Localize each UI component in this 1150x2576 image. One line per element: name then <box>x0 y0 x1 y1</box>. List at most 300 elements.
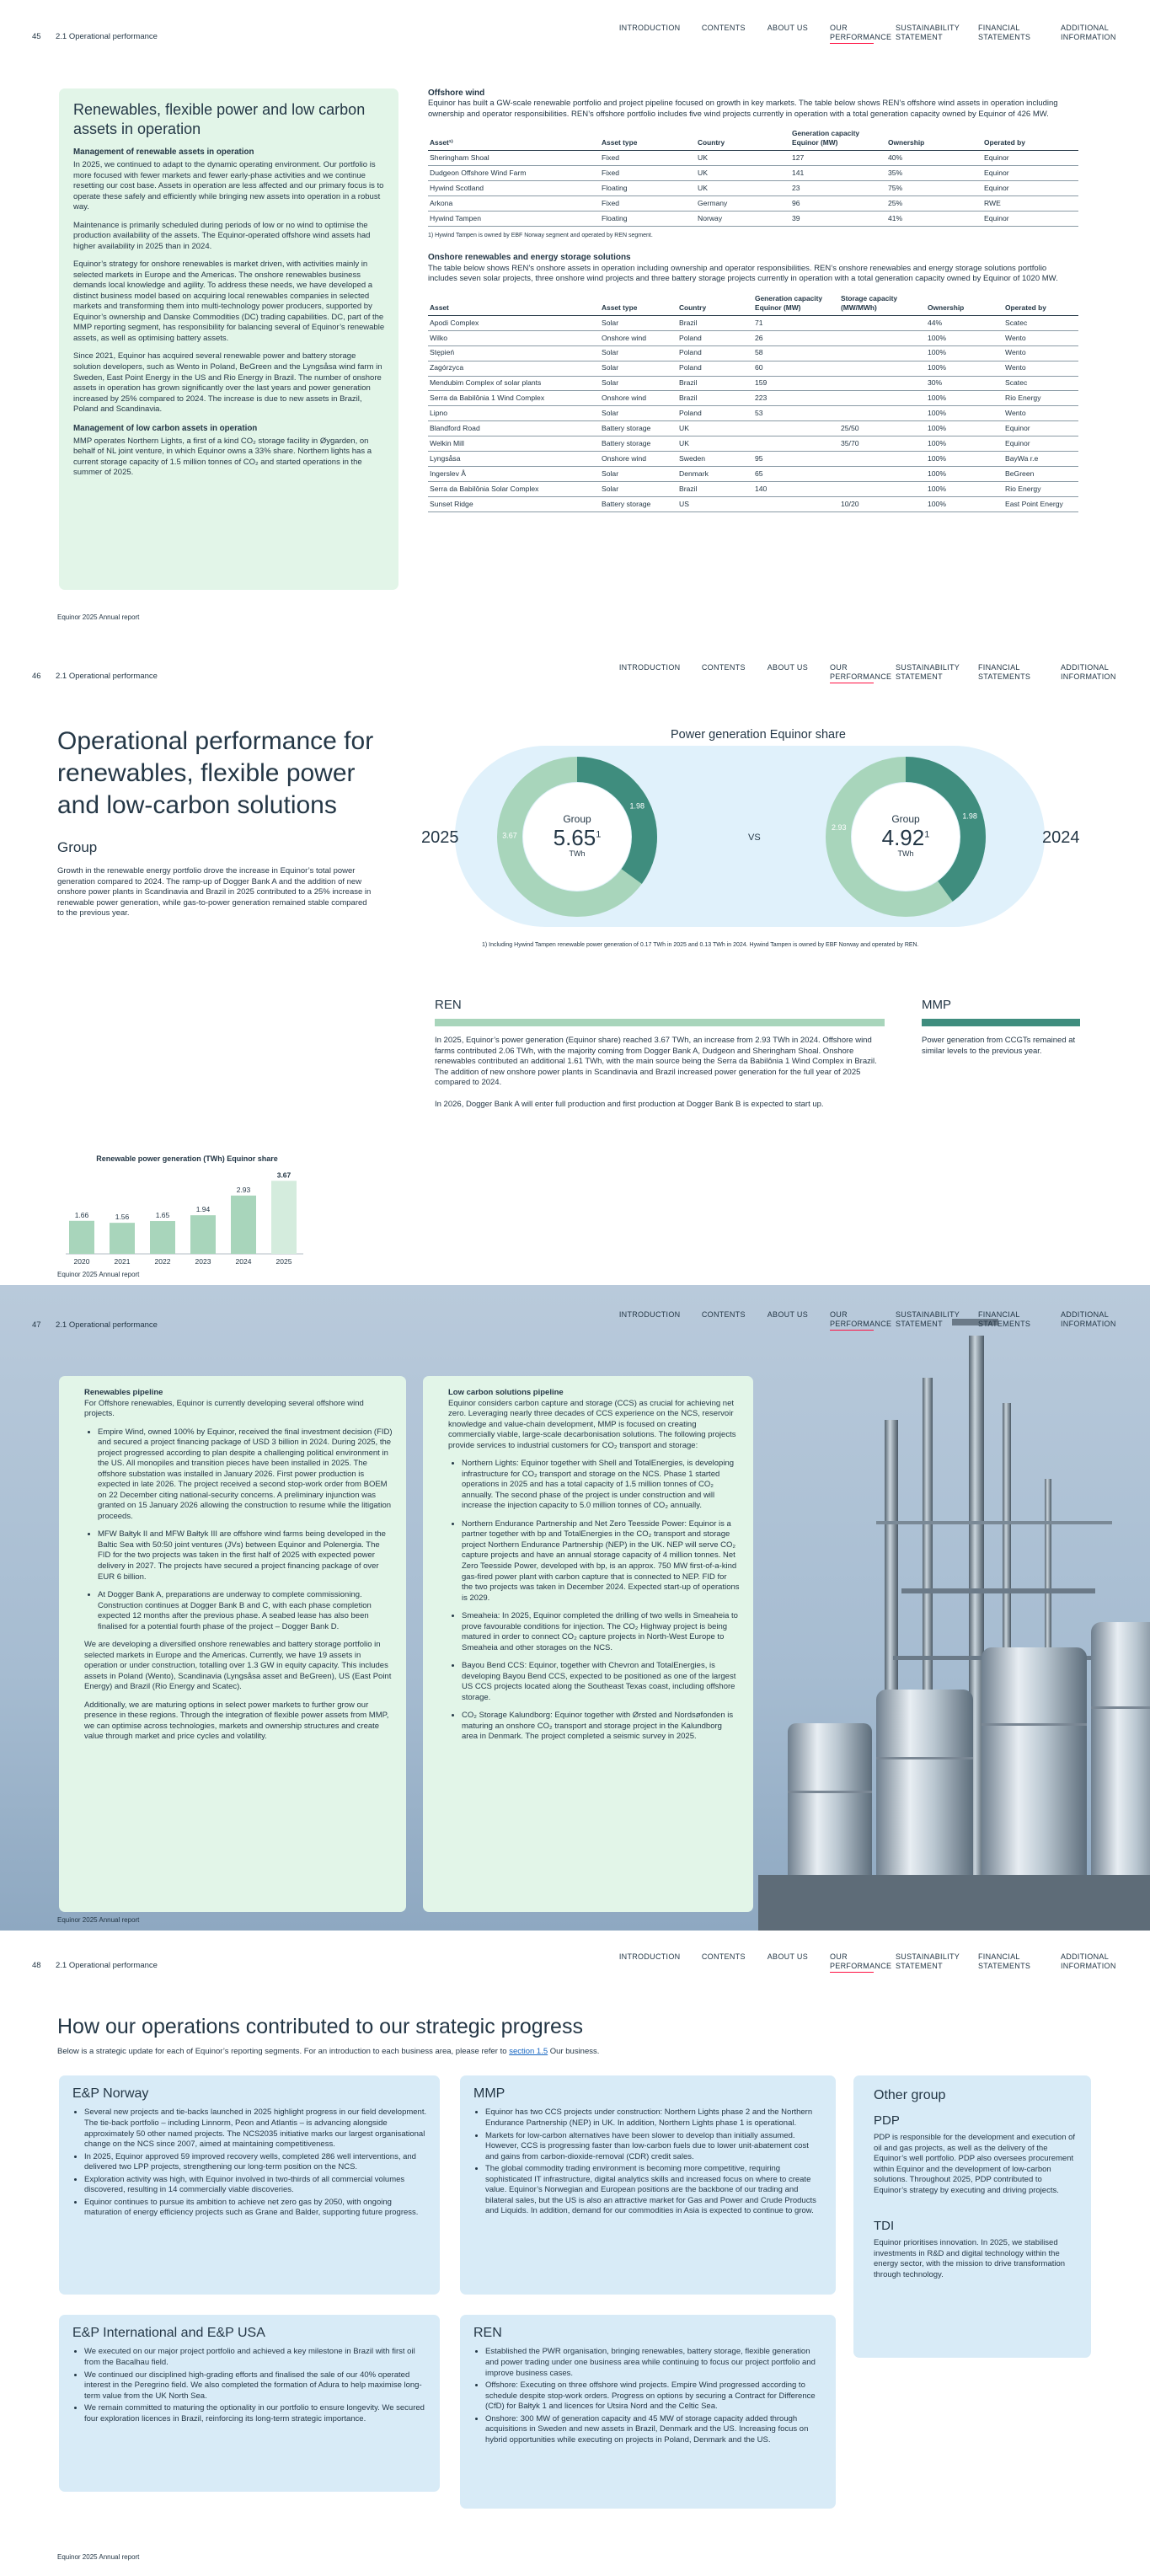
bar <box>231 1196 256 1254</box>
mmp-heading: MMP <box>922 998 951 1012</box>
table-cell: UK <box>696 166 790 181</box>
list-item: • Established the PWR organisation, bringing renewables, battery storage, flexible generation and power trading under one business area while continuing to focus our project portfolio and improve business cases. <box>485 2347 824 2379</box>
tdi-text: Equinor prioritises innovation. In 2025, we stabilised investments in R&D and digital technology within the energy sector, with the mission to drive transformation through technology. <box>874 2238 1066 2279</box>
column-header: Asset type <box>600 126 696 151</box>
table-cell <box>839 315 926 330</box>
nav-additional-information[interactable]: ADDITIONAL INFORMATION <box>1061 663 1116 681</box>
column-header: Operated by <box>1003 292 1078 316</box>
list-item: • Northern Lights: Equinor together with Shell and TotalEnergies, is developing infrastructure for CO₂ transport and storage on the NCS. Phase 1 started operations in 2025 and has a total capacity of 1.5 million tonnes of CO₂ annually. The second phase of the project is under construction and will increase the injection capacity to 5.0 million tonnes of CO₂ annually. <box>462 1459 740 1512</box>
nav-introduction[interactable]: INTRODUCTION <box>618 1952 681 1961</box>
group-label: Group <box>57 839 98 855</box>
year-2025-label: 2025 <box>421 828 459 847</box>
nav-about-us[interactable]: ABOUT US <box>767 663 808 672</box>
paragraph: For Offshore renewables, Equinor is currently developing several offshore wind projects. <box>84 1398 364 1419</box>
list-item: • Offshore: Executing on three offshore wind projects. Empire Wind progressed according to schedule despite stop-work orders. Progress on options by securing a Contract for Difference (CfD) for Bałtyk 1 and licences for Utsira Nord and the Celtic Sea. <box>485 2381 824 2413</box>
table-cell: 127 <box>790 151 886 166</box>
nav-our-performance[interactable]: OUR PERFORMANCE <box>830 663 874 683</box>
tdi-heading: TDI <box>874 2219 895 2234</box>
page-47 <box>0 1285 1150 1931</box>
page-title: Operational performance for renewables, flexible power and low-carbon solutions <box>57 727 374 820</box>
table-cell: 100% <box>926 345 1003 361</box>
list-item: • Onshore: 300 MW of generation capacity and 45 MW of storage capacity added through acquisitions in Sweden and new assets in Brazil, Denmark and the US. Increasing focus on hybrid opportunities while executing on projects in Poland, Denmark and the US. <box>485 2414 824 2446</box>
ep-international-list <box>72 2347 428 2424</box>
table-row <box>428 315 1078 330</box>
table-cell: 141 <box>790 166 886 181</box>
table-row <box>428 345 1078 361</box>
table-row <box>428 212 1078 227</box>
value: 4.92 <box>881 824 925 850</box>
renewables-pipeline-box <box>59 1376 406 1912</box>
list-item: • Equinor continues to pursue its ambition to achieve net zero gas by 2050, with ongoing maturation of energy efficiency projects such as Grane and Balder, supporting future progress. <box>84 2198 428 2219</box>
list-item: • The global commodity trading environment is becoming more competitive, requiring sophisticated IT infrastructure, digital analytics skills and increased focus on where to create value. Equinor’s Norwegian and European positions are the backbone of our trading and bilateral sales, but the US is also an attractive market for Gas and Power and Crude Products and Liquids. In addition, demand for our commodities in Asia is expected to continue to grow. <box>485 2164 824 2217</box>
ren-heading: REN <box>435 998 462 1012</box>
table-cell: Sheringham Shoal <box>428 151 600 166</box>
mmp-paragraph: Power generation from CCGTs remained at similar levels to the previous year. <box>922 1036 1076 1056</box>
table-cell: 35% <box>886 166 982 181</box>
nav-our-performance[interactable]: OUR PERFORMANCE <box>830 1310 874 1331</box>
table-cell: Sunset Ridge <box>428 497 600 512</box>
nav-contents[interactable]: CONTENTS <box>701 1952 746 1961</box>
list-item: • Several new projects and tie-backs launched in 2025 highlight progress in our field development. The tie-back portfolio – including Linnorm, Peon and Atlantis – is advancing alongside approximately 50 other named projects. The NCS2035 initiative marks our largest organisational change on the NCS since 2007, aimed at maintaining competitiveness. <box>84 2107 428 2150</box>
page-header <box>0 645 1150 699</box>
list-item: • MFW Bałtyk II and MFW Bałtyk III are offshore wind farms being developed in the Baltic Sea with 50:50 joint ventures (JVs) between Equinor and Polenergia. The FID for the two projects was taken in the first half of 2025 with expected power delivery in 2027. The projects have secured a project financing package of over EUR 6 billion. <box>98 1529 393 1583</box>
page-45 <box>0 0 1150 645</box>
table-row <box>428 361 1078 376</box>
column-header: Generation capacity Equinor (MW) <box>753 292 839 316</box>
table-cell: Equinor <box>982 212 1078 227</box>
nav-sustainability-statement[interactable]: SUSTAINABILITY STATEMENT <box>896 1952 960 1970</box>
table-cell: Rio Energy <box>1003 482 1078 497</box>
nav-sustainability-statement[interactable]: SUSTAINABILITY STATEMENT <box>896 24 960 41</box>
table-cell: 30% <box>926 376 1003 391</box>
table-cell: 44% <box>926 315 1003 330</box>
table-cell: Welkin Mill <box>428 436 600 452</box>
table-cell: Floating <box>600 212 696 227</box>
table-cell: 95 <box>753 452 839 467</box>
table-cell: Hywind Tampen <box>428 212 600 227</box>
table-cell: UK <box>677 421 753 436</box>
table-cell: East Point Energy <box>1003 497 1078 512</box>
table-cell <box>753 421 839 436</box>
top-nav <box>597 1952 1121 1973</box>
onshore-intro: The table below shows REN’s onshore assets in operation including ownership and operator responsibilities. REN’s onshore renewables and energy storage solutions portfolio includes seven solar projects, three onshore wind projects and three battery storage projects currently in operation with a total generation capacity owned by Equinor of 1020 MW. <box>428 263 1058 284</box>
table-row <box>428 452 1078 467</box>
onshore-heading: Onshore renewables and energy storage solutions <box>428 253 631 263</box>
group-text: Growth in the renewable energy portfolio drove the increase in Equinor’s total power generation compared to 2024. The ramp-up of Dogger Bank A and the addition of new onshore power plants in Scandinavia and Brazil in 2025 contributed to a 25% increase in renewable power generation, while gas-to-power generation remained stable compared to the previous year. <box>57 866 372 918</box>
table-cell: Rio Energy <box>1003 391 1078 406</box>
table-cell: Equinor <box>982 151 1078 166</box>
data-label: 3.67 <box>276 1170 292 1180</box>
section-label: 2.1 Operational performance <box>56 672 158 681</box>
footer: Equinor 2025 Annual report <box>57 1916 140 1925</box>
table-cell: 23 <box>790 181 886 196</box>
table-row <box>428 467 1078 482</box>
page-number: 46 <box>32 672 41 681</box>
table-cell: Equinor <box>1003 421 1078 436</box>
low-carbon-list <box>448 1459 740 1743</box>
table-cell: Solar <box>600 406 677 421</box>
bar-chart <box>61 1154 313 1268</box>
paragraph: We are developing a diversified onshore renewables and battery storage portfolio in selected markets in Europe and the Americas. Currently, we have 19 assets in operation or under construction, totalling over 1.3 GW in equity capacity. This includes assets in Poland (Wento), Scandinavia (Lyngsåsa asset and BeGreen), US (East Point Energy) and Brazil (Rio Energy and Scatec). <box>84 1640 392 1692</box>
center-value <box>864 824 948 850</box>
list-item: • Smeaheia: In 2025, Equinor completed the drilling of two wells in Smeaheia to prove favourable conditions for injection. The CO₂ Highway project is being matured in order to connect CO₂ capture projects in North-West Europe to Smeaheia and other storages on the NCS. <box>462 1611 740 1653</box>
segment-label: 2.93 <box>831 822 847 832</box>
nav-sustainability-statement[interactable]: SUSTAINABILITY STATEMENT <box>896 1310 960 1328</box>
table-cell: 100% <box>926 391 1003 406</box>
table-cell: Onshore wind <box>600 391 677 406</box>
page-header <box>0 1285 1150 1339</box>
table-cell: Solar <box>600 467 677 482</box>
page-number: 48 <box>32 1961 41 1970</box>
category-label: 2023 <box>195 1257 211 1266</box>
list-item: • We executed on our major project portfolio and achieved a key milestone in Brazil with first oil from the Bacalhau field. <box>84 2347 428 2368</box>
bar <box>150 1221 175 1254</box>
data-label: 1.66 <box>74 1210 89 1219</box>
table-cell: Wento <box>1003 330 1078 345</box>
top-nav <box>597 24 1121 44</box>
table-cell <box>839 391 926 406</box>
table-cell: 100% <box>926 406 1003 421</box>
ren-paragraph: In 2026, Dogger Bank A will enter full production and first production at Dogger Bank B is expected to start up. <box>435 1100 824 1109</box>
table-cell: UK <box>696 181 790 196</box>
top-nav <box>597 663 1121 683</box>
nav-financial-statements[interactable]: FINANCIAL STATEMENTS <box>978 1310 1031 1328</box>
mmp-bar <box>922 1019 1080 1026</box>
table-cell: 100% <box>926 361 1003 376</box>
donut-2025-center <box>535 813 619 860</box>
table-cell: 223 <box>753 391 839 406</box>
table-cell: UK <box>696 151 790 166</box>
column-header: Asset <box>428 292 600 316</box>
pdp-heading: PDP <box>874 2113 900 2129</box>
table-cell: Scatec <box>1003 315 1078 330</box>
chart-title: Renewable power generation (TWh) Equinor share <box>96 1154 278 1163</box>
table-cell: UK <box>677 436 753 452</box>
table-cell <box>839 452 926 467</box>
subheading-renewable-assets: Management of renewable assets in operation <box>73 147 254 158</box>
nav-about-us[interactable]: ABOUT US <box>767 24 808 32</box>
column-header: Country <box>696 126 790 151</box>
table-cell: Equinor <box>1003 436 1078 452</box>
table-cell: Poland <box>677 406 753 421</box>
table-cell: Poland <box>677 345 753 361</box>
table-cell: Ingerslev Å <box>428 467 600 482</box>
table-row <box>428 151 1078 166</box>
nav-additional-information[interactable]: ADDITIONAL INFORMATION <box>1061 24 1116 41</box>
offshore-wind-table <box>428 126 1078 227</box>
paragraph: MMP operates Northern Lights, a first of a kind CO₂ storage facility in Øygarden, on behalf of NL joint venture, in which Equinor owns a 33% share. Northern lights has a current storage capacity of 1.5 million tonnes of CO₂ and started operations in the summer of 2025. <box>73 436 372 478</box>
table-row <box>428 406 1078 421</box>
list-item: • Markets for low-carbon alternatives have been slower to develop than initially assumed. However, CCS is progressing faster than low-carbon fuels due to lower unit-abatement cost and gains from carbon-dioxide-removal (CDR) credit sales. <box>485 2131 824 2163</box>
page-number: 45 <box>32 32 41 41</box>
nav-contents[interactable]: CONTENTS <box>701 663 746 672</box>
table-cell: 58 <box>753 345 839 361</box>
list-item: • Equinor has two CCS projects under construction: Northern Lights phase 2 and the Northern Endurance Partnership (NEP) in UK. In addition, Northern Lights phase 1 is operational. <box>485 2107 824 2129</box>
table-cell: 100% <box>926 330 1003 345</box>
column-header: Operated by <box>982 126 1078 151</box>
column-header: Ownership <box>926 292 1003 316</box>
column-header: Generation capacity Equinor (MW) <box>790 126 886 151</box>
data-label: 2.93 <box>236 1185 251 1194</box>
ren-list <box>473 2347 824 2445</box>
power-generation-title: Power generation Equinor share <box>671 728 846 742</box>
table-row <box>428 391 1078 406</box>
nav-our-performance[interactable]: OUR PERFORMANCE <box>830 24 874 44</box>
table-cell: Dudgeon Offshore Wind Farm <box>428 166 600 181</box>
ep-international-box <box>59 2315 440 2492</box>
table-cell: Sweden <box>677 452 753 467</box>
list-item: • Northern Endurance Partnership and Net Zero Teesside Power: Equinor is a partner together with bp and TotalEnergies in the CO₂ transport and storage project Northern Endurance Partnership (NEP) in the UK. NEP will serve CO₂ capture projects and have an annual storage capacity of 4 million tonnes. Net Zero Teesside Power, developed with bp, is an approx. 750 MW first-of-a-kind gas-fired power plant with carbon capture that is connected to NEP. FID for the two projects was taken in December 2024. Expected start-up of operations is 2029. <box>462 1519 740 1604</box>
donut-footnote: 1) Including Hywind Tampen renewable power generation of 0.17 TWh in 2025 and 0.13 TWh in 2024. Hywind Tampen is owned by EBF Norway and operated by REN. <box>482 942 919 948</box>
table-cell: Solar <box>600 361 677 376</box>
mmp-list <box>473 2107 824 2216</box>
table-cell: Zagórzyca <box>428 361 600 376</box>
table-cell <box>753 497 839 512</box>
top-nav <box>597 1310 1121 1331</box>
year-2024-label: 2024 <box>1042 828 1080 847</box>
table-row <box>428 196 1078 212</box>
table-row <box>428 166 1078 181</box>
table-cell: 96 <box>790 196 886 212</box>
paragraph: Equinor’s strategy for onshore renewables is market driven, with activities mainly in selected markets in Europe and the Americas. The onshore renewables business demands local knowledge and agility. To address these needs, we have developed a distinct business model based on acquiring local renewables companies in selected markets and transforming them into multi-technology power producers, supported by Equinor’s ownership and Danske Commodities (DC) trading capabilities. DC, part of the MMP reporting segment, has responsibility for balancing several of Equinor’s renewable assets, as well as optimising battery assets. <box>73 260 385 343</box>
table-cell: Fixed <box>600 151 696 166</box>
table-cell <box>839 330 926 345</box>
table-cell: Blandford Road <box>428 421 600 436</box>
bar <box>190 1215 216 1254</box>
page-header <box>0 1931 1150 1984</box>
table-cell <box>839 345 926 361</box>
nav-additional-information[interactable]: ADDITIONAL INFORMATION <box>1061 1952 1116 1970</box>
tables-column <box>428 88 1078 512</box>
bar <box>271 1181 297 1254</box>
table-cell: Brazil <box>677 376 753 391</box>
table-cell: 159 <box>753 376 839 391</box>
paragraph: Additionally, we are maturing options in select power markets to further grow our presence in these regions. Through the integration of flexible power assets from MMP, we can optimise across technologies, markets and ownership structures and create value through market and price cycles and volatility. <box>84 1700 389 1742</box>
table-cell: 100% <box>926 436 1003 452</box>
table-cell: Apodi Complex <box>428 315 600 330</box>
table-cell <box>839 467 926 482</box>
table-cell: BayWa r.e <box>1003 452 1078 467</box>
box-heading: Low carbon solutions pipeline <box>448 1388 564 1397</box>
table-cell: Poland <box>677 330 753 345</box>
box-heading: Renewables pipeline <box>84 1388 163 1397</box>
paragraph: Since 2021, Equinor has acquired several renewable power and battery storage solution developers, such as Wento in Poland, BeGreen and the Lyngsåsa wind farm in Sweden, East Point Energy in the US and Rio Energy in Brazil. The number of onshore assets in operation has grown significantly over the last years and power generation increased by 25% compared to 2024. The increase is due to new assets in Brazil, Poland and Scandinavia. <box>73 351 382 415</box>
table-row <box>428 436 1078 452</box>
paragraph: Maintenance is primarily scheduled during periods of low or no wind to optimise the production availability of the assets. The Equinor-operated offshore wind assets had higher availability in 2025 than in 2024. <box>73 220 371 251</box>
page-46 <box>0 645 1150 1285</box>
table-cell: 71 <box>753 315 839 330</box>
box-title: Other group <box>874 2088 946 2102</box>
table-cell: Poland <box>677 361 753 376</box>
box-title: E&P Norway <box>72 2086 149 2101</box>
table-header-row <box>428 126 1078 151</box>
table-cell: Battery storage <box>600 436 677 452</box>
nav-about-us[interactable]: ABOUT US <box>767 1952 808 1961</box>
nav-financial-statements[interactable]: FINANCIAL STATEMENTS <box>978 663 1031 681</box>
section-label: 2.1 Operational performance <box>56 1961 158 1970</box>
intro-pre: Below is a strategic update for each of Equinor’s reporting segments. For an introduction to each business area, please refer to <box>57 2047 507 2056</box>
table-cell: US <box>677 497 753 512</box>
table-cell: BeGreen <box>1003 467 1078 482</box>
table-cell: Wento <box>1003 345 1078 361</box>
pdp-text: PDP is responsible for the development and execution of oil and gas projects, as well as the delivery of the Equinor’s well portfolio. PDP also oversees procurement within Equinor and the development of low-carbon solutions. Throughout 2025, PDP contributed to Equinor’s strategy by executing and driving projects. <box>874 2133 1076 2195</box>
footer: Equinor 2025 Annual report <box>57 613 140 622</box>
table-cell <box>839 406 926 421</box>
table-cell: Onshore wind <box>600 452 677 467</box>
table-cell: Wento <box>1003 361 1078 376</box>
table-cell <box>839 361 926 376</box>
list-item: • CO₂ Storage Kalundborg: Equinor together with Ørsted and Nordsøfonden is maturing an onshore CO₂ transport and storage project in the Kalundborg area in Denmark. The project completed a seismic survey in 2025. <box>462 1711 740 1743</box>
list-item: • At Dogger Bank A, preparations are underway to complete commissioning. Construction continues at Dogger Bank B and C, with each phase completion expected 12 months after the previous phase. A seabed lease has also been finalised for a potential fourth phase of the project – Dogger Bank D. <box>98 1590 393 1632</box>
table-cell: Solar <box>600 482 677 497</box>
nav-introduction[interactable]: INTRODUCTION <box>618 663 681 672</box>
table-row <box>428 497 1078 512</box>
table-cell <box>839 482 926 497</box>
table-footnote: 1) Hywind Tampen is owned by EBF Norway segment and operated by REN segment. <box>428 233 653 239</box>
ep-norway-box <box>59 2075 440 2295</box>
table-cell: 39 <box>790 212 886 227</box>
column-header: Asset¹⁾ <box>428 126 600 151</box>
table-cell <box>839 376 926 391</box>
page-title: How our operations contributed to our strategic progress <box>57 2015 583 2038</box>
center-label: Group <box>563 813 591 825</box>
table-cell: Solar <box>600 315 677 330</box>
bar-chart-svg <box>61 1154 313 1268</box>
table-header-row <box>428 292 1078 316</box>
table-cell: Norway <box>696 212 790 227</box>
table-cell: RWE <box>982 196 1078 212</box>
table-row <box>428 376 1078 391</box>
section-label: 2.1 Operational performance <box>56 32 158 41</box>
table-cell: 35/70 <box>839 436 926 452</box>
table-row <box>428 181 1078 196</box>
table-cell: Hywind Scotland <box>428 181 600 196</box>
table-cell: 53 <box>753 406 839 421</box>
table-cell: Brazil <box>677 482 753 497</box>
column-header: Storage capacity (MW/MWh) <box>839 292 926 316</box>
table-cell: Wento <box>1003 406 1078 421</box>
table-cell: Solar <box>600 376 677 391</box>
nav-our-performance[interactable]: OUR PERFORMANCE <box>830 1952 874 1973</box>
table-cell: Wilko <box>428 330 600 345</box>
intro-post: Our business. <box>549 2047 600 2056</box>
nav-contents[interactable]: CONTENTS <box>701 1310 746 1319</box>
bar <box>110 1223 135 1254</box>
nav-financial-statements[interactable]: FINANCIAL STATEMENTS <box>978 24 1031 41</box>
table-cell: Onshore wind <box>600 330 677 345</box>
table-cell: Serra da Babilônia Solar Complex <box>428 482 600 497</box>
nav-introduction[interactable]: INTRODUCTION <box>618 1310 681 1319</box>
nav-contents[interactable]: CONTENTS <box>701 24 746 32</box>
offshore-wind-heading: Offshore wind <box>428 88 485 98</box>
list-item: • In 2025, Equinor approved 59 improved recovery wells, completed 286 well interventions, and delivered two LPP projects, strengthening our long-term position on the NCS. <box>84 2152 428 2173</box>
table-cell: Fixed <box>600 166 696 181</box>
section-link[interactable]: section 1.5 <box>509 2047 548 2056</box>
low-carbon-pipeline-box <box>423 1376 753 1912</box>
box-title: REN <box>473 2326 502 2340</box>
column-header: Country <box>677 292 753 316</box>
table-cell: Fixed <box>600 196 696 212</box>
page-number: 47 <box>32 1320 41 1330</box>
table-cell: 100% <box>926 421 1003 436</box>
center-label: Group <box>891 813 920 825</box>
category-label: 2022 <box>154 1257 171 1266</box>
segment-label: 1.98 <box>629 801 645 811</box>
ep-norway-list <box>72 2107 428 2218</box>
column-header: Asset type <box>600 292 677 316</box>
nav-financial-statements[interactable]: FINANCIAL STATEMENTS <box>978 1952 1031 1970</box>
column-header: Ownership <box>886 126 982 151</box>
nav-introduction[interactable]: INTRODUCTION <box>618 24 681 32</box>
footnote-marker: 1 <box>924 829 930 840</box>
segment-label: 3.67 <box>502 831 517 840</box>
table-cell: 10/20 <box>839 497 926 512</box>
table-cell: 65 <box>753 467 839 482</box>
table-cell: Solar <box>600 345 677 361</box>
onshore-table <box>428 292 1078 512</box>
center-value <box>535 824 619 850</box>
paragraph: Equinor considers carbon capture and storage (CCS) as crucial for achieving net zero. Leveraging nearly three decades of CCS experience on the NCS, reservoir knowledge and value-chain development, MMP is focused on creating commercially viable, large-scale decarbonisation solutions. The following projects provide services to industrial customers for CO₂ transport and storage: <box>448 1398 736 1450</box>
table-cell: Floating <box>600 181 696 196</box>
table-cell: 41% <box>886 212 982 227</box>
table-row <box>428 482 1078 497</box>
list-item: • Exploration activity was high, with Equinor involved in two-thirds of all commercial volumes discovered, resulting in 14 commercially viable discoveries. <box>84 2175 428 2196</box>
table-cell: Brazil <box>677 391 753 406</box>
table-cell: 75% <box>886 181 982 196</box>
category-label: 2020 <box>73 1257 90 1266</box>
table-cell: Battery storage <box>600 497 677 512</box>
table-cell: Denmark <box>677 467 753 482</box>
table-cell <box>753 436 839 452</box>
donut-2024-center <box>864 813 948 860</box>
other-group-box <box>853 2075 1091 2358</box>
pipeline-list <box>84 1427 393 1633</box>
renewables-assets-box <box>59 88 398 590</box>
ren-bar <box>435 1019 885 1026</box>
box-title: MMP <box>473 2086 505 2101</box>
footnote-marker: 1 <box>596 829 602 840</box>
segment-label: 1.98 <box>962 811 977 821</box>
box-title: Renewables, flexible power and low carbon assets in operation <box>73 101 366 138</box>
category-label: 2025 <box>275 1257 292 1266</box>
footer: Equinor 2025 Annual report <box>57 1271 140 1279</box>
table-cell: 26 <box>753 330 839 345</box>
table-cell: Lipno <box>428 406 600 421</box>
footer: Equinor 2025 Annual report <box>57 2553 140 2562</box>
table-cell: Equinor <box>982 181 1078 196</box>
table-cell: Brazil <box>677 315 753 330</box>
nav-sustainability-statement[interactable]: SUSTAINABILITY STATEMENT <box>896 663 960 681</box>
table-cell: 100% <box>926 467 1003 482</box>
center-unit: TWh <box>897 849 914 859</box>
offshore-intro: Equinor has built a GW-scale renewable portfolio and project pipeline focused on growth in key markets. The table below shows REN’s offshore wind assets in operation including ownership and operator responsibilities. REN’s offshore portfolio includes five wind projects currently in operation with a total generation capacity owned by Equinor of 426 MW. <box>428 99 1058 119</box>
nav-additional-information[interactable]: ADDITIONAL INFORMATION <box>1061 1310 1116 1328</box>
table-cell: Battery storage <box>600 421 677 436</box>
paragraph: In 2025, we continued to adapt to the dynamic operating environment. Our portfolio is more focused with fewer markets and fewer early-phase activities and we continue resetting our cost base. Assets in operation are less affected and our primary focus is to operate these safely and efficiently while bringing new assets into operation in a robust way. <box>73 159 384 212</box>
category-label: 2021 <box>114 1257 131 1266</box>
list-item: • We remain committed to maturing the optionality in our portfolio to ensure longevity. We secured four exploration licences in Brazil, reinforcing its long-term strategic importance. <box>84 2403 428 2424</box>
table-cell: 100% <box>926 482 1003 497</box>
data-label: 1.65 <box>155 1211 170 1220</box>
table-cell: 25/50 <box>839 421 926 436</box>
list-item: • We continued our disciplined high-grading efforts and finalised the sale of our 40% operated interest in the Peregrino field. We also completed the formation of Adura to help maximise long-term value from the UK North Sea. <box>84 2370 428 2402</box>
nav-about-us[interactable]: ABOUT US <box>767 1310 808 1319</box>
table-row <box>428 421 1078 436</box>
table-cell: 100% <box>926 452 1003 467</box>
page-header <box>0 0 1150 54</box>
intro-text <box>57 2047 816 2058</box>
table-cell: 25% <box>886 196 982 212</box>
